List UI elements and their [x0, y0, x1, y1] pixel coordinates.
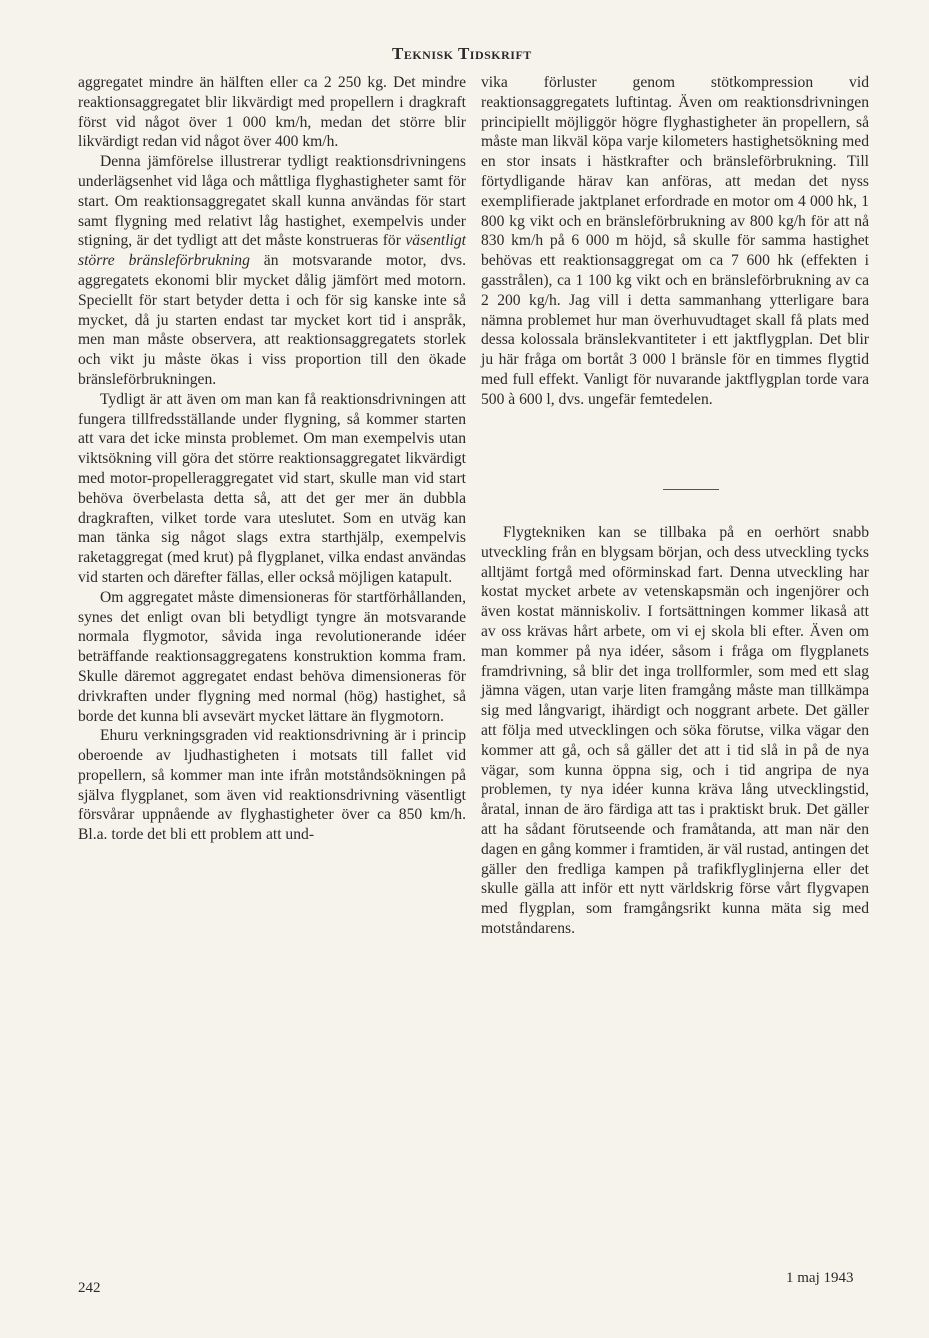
journal-masthead: Teknisk Tidskrift: [392, 44, 532, 63]
issue-date: 1 maj 1943: [786, 1270, 854, 1286]
paragraph: [78, 152, 466, 390]
paragraph: vika förluster genom stötkompression vid reaktionsaggregatets luftintag. Även om reaktionsdrivningen principiellt möjliggör högre flyghastigheter än propellern, så måste man likväl köpa varje kilometers hastighetsökning med en stor insats i hästkrafter och bränsleförbrukning. Till förtydligande härav kan anföras, att medan det nyss exemplifierade jaktplanet erfordrade en motor om 4 000 hk, 1 800 kg vikt och en bränsleförbrukning av 800 kg/h för att nå 830 km/h på 6 000 m höjd, så skulle för samma hastighet behövas ett reaktionsaggregat om ca 7 600 hk (effekten i gasstrålen), ca 1 100 kg vikt och en bränsleförbrukning av ca 2 200 kg/h. Jag vill i detta sammanhang ytterligare bara nämna problemet hur man överhuvudtaget skall få plats med dessa kolossala bränslekvantiteter i ett jaktflygplan. Det blir ju här fråga om bortåt 3 000 l bränsle för en timmes flygtid med full effekt. Vanligt för nuvarande jaktflygplan torde vara 500 à 600 l, dvs. ungefär femtedelen.: [481, 74, 869, 408]
paragraph: Ehuru verkningsgraden vid reaktionsdrivning är i princip oberoende av ljudhastigheten i motsats till fallet vid propellern, så kommer man inte ifrån motståndsökningen på själva flygplanet, som även vid reaktionsdrivning väsentligt försvårar uppnående av flyghastigheter över ca 850 km/h. Bl.a. torde det bli ett problem att und-: [78, 727, 466, 844]
right-column-bottom: [481, 523, 869, 939]
left-column: [78, 73, 466, 845]
paragraph: Tydligt är att även om man kan få reaktionsdrivningen att fungera tillfredsställande under flygning, så kommer starten att vara det icke minsta problemet. Om man exempelvis utan viktsökning vill göra det större reaktionsaggregatet likvärdigt med motor-propelleraggregatet vid start, skulle man vid start behöva överbelasta detta så, att det ger mer än dubbla dragkraften, vilket torde vara uteslutet. Som en utväg kan man tänka sig något slags extra starthjälp, exempelvis raketaggregat (med krut) på flygplanet, vilka endast användas vid starten och därefter fällas, eller också möjligen katapult.: [78, 390, 466, 586]
paragraph-text: Denna jämförelse illustrerar tydligt reaktionsdrivningens underlägsenhet vid låga och måttliga flyghastigheter samt för start. Om reaktionsaggregatet skall kunna användas för start samt flygning med relativt låg hastighet, exempelvis under stigning, är det tydligt att det måste konstrueras för: [78, 153, 466, 250]
page-number: 242: [78, 1280, 101, 1296]
paragraph: aggregatet mindre än hälften eller ca 2 250 kg. Det mindre reaktionsaggregatet blir likvärdigt med propellern i dragkraft först vid något över 1 000 km/h, medan det större blir likvärdigt redan vid något över 400 km/h.: [78, 74, 466, 151]
right-column-top: [481, 73, 869, 410]
paragraph-text: än motsvarande motor, dvs. aggregatets ekonomi blir mycket dålig jämfört med motorn. Speciellt för start betyder detta i och för sig kanske inte så mycket, då ju starten endast tar mycket kort tid i anspråk, men man måste observera, att reaktionsaggregatets storlek och vikt ju måste ökas i viss proportion till den ökade bränsleförbrukningen.: [78, 252, 466, 388]
paragraph: Om aggregatet måste dimensioneras för startförhållanden, synes det enligt ovan bli betydligt tyngre än motsvarande normala flygmotor, såvida inga revolutionerande idéer beträffande reaktionsaggregatens konstruktion komma fram. Skulle däremot aggregatet endast behöva dimensioneras för drivkraften under flygning med normal (hög) hastighet, så borde det kunna bli avsevärt mycket lättare än flygmotorn.: [78, 588, 466, 725]
emphasized-text: väsentligt större bränsleförbrukning: [78, 232, 466, 270]
paragraph: Flygtekniken kan se tillbaka på en oerhört snabb utveckling från en blygsam början, och dess utveckling tycks alltjämt fortgå med oförminskad fart. Denna utveckling har kostat mycket arbete av vetenskapsmän och ingenjörer och även kostat människoliv. I fortsättningen kommer likaså att av oss krävas hårt arbete, om vi ej skola bli efter. Även om man kommer på nya idéer, såsom i fråga om flygplanets framdrivning, så blir det inga trollformler, som med ett slag jämna vägen, utan varje liten framgång måste man tillkämpa sig med långvarigt, ihärdigt och noggrant arbete. Det gäller att följa med utvecklingen och söka förutse, vilka vägar den kommer att gå, och så gäller det att i tid slå in på de nya vägar, som kunna öppna sig, och i tid angripa de nya problemen, ty nya idéer kunna kräva lång utvecklingstid, åratal, innan de äro färdiga att tas i praktiskt bruk. Det gäller att ha sådant förutseende och framåtanda, att man när den dagen en gång kommer i framtiden, är väl rustad, antingen det gäller den fredliga kampen på trafikflyglinjerna eller det skulle gälla att inför ett nytt världskrig förse vårt flygvapen med flygplan, som framgångsrikt kunna mäta sig med motståndarens.: [481, 524, 869, 937]
section-divider: [663, 489, 719, 490]
